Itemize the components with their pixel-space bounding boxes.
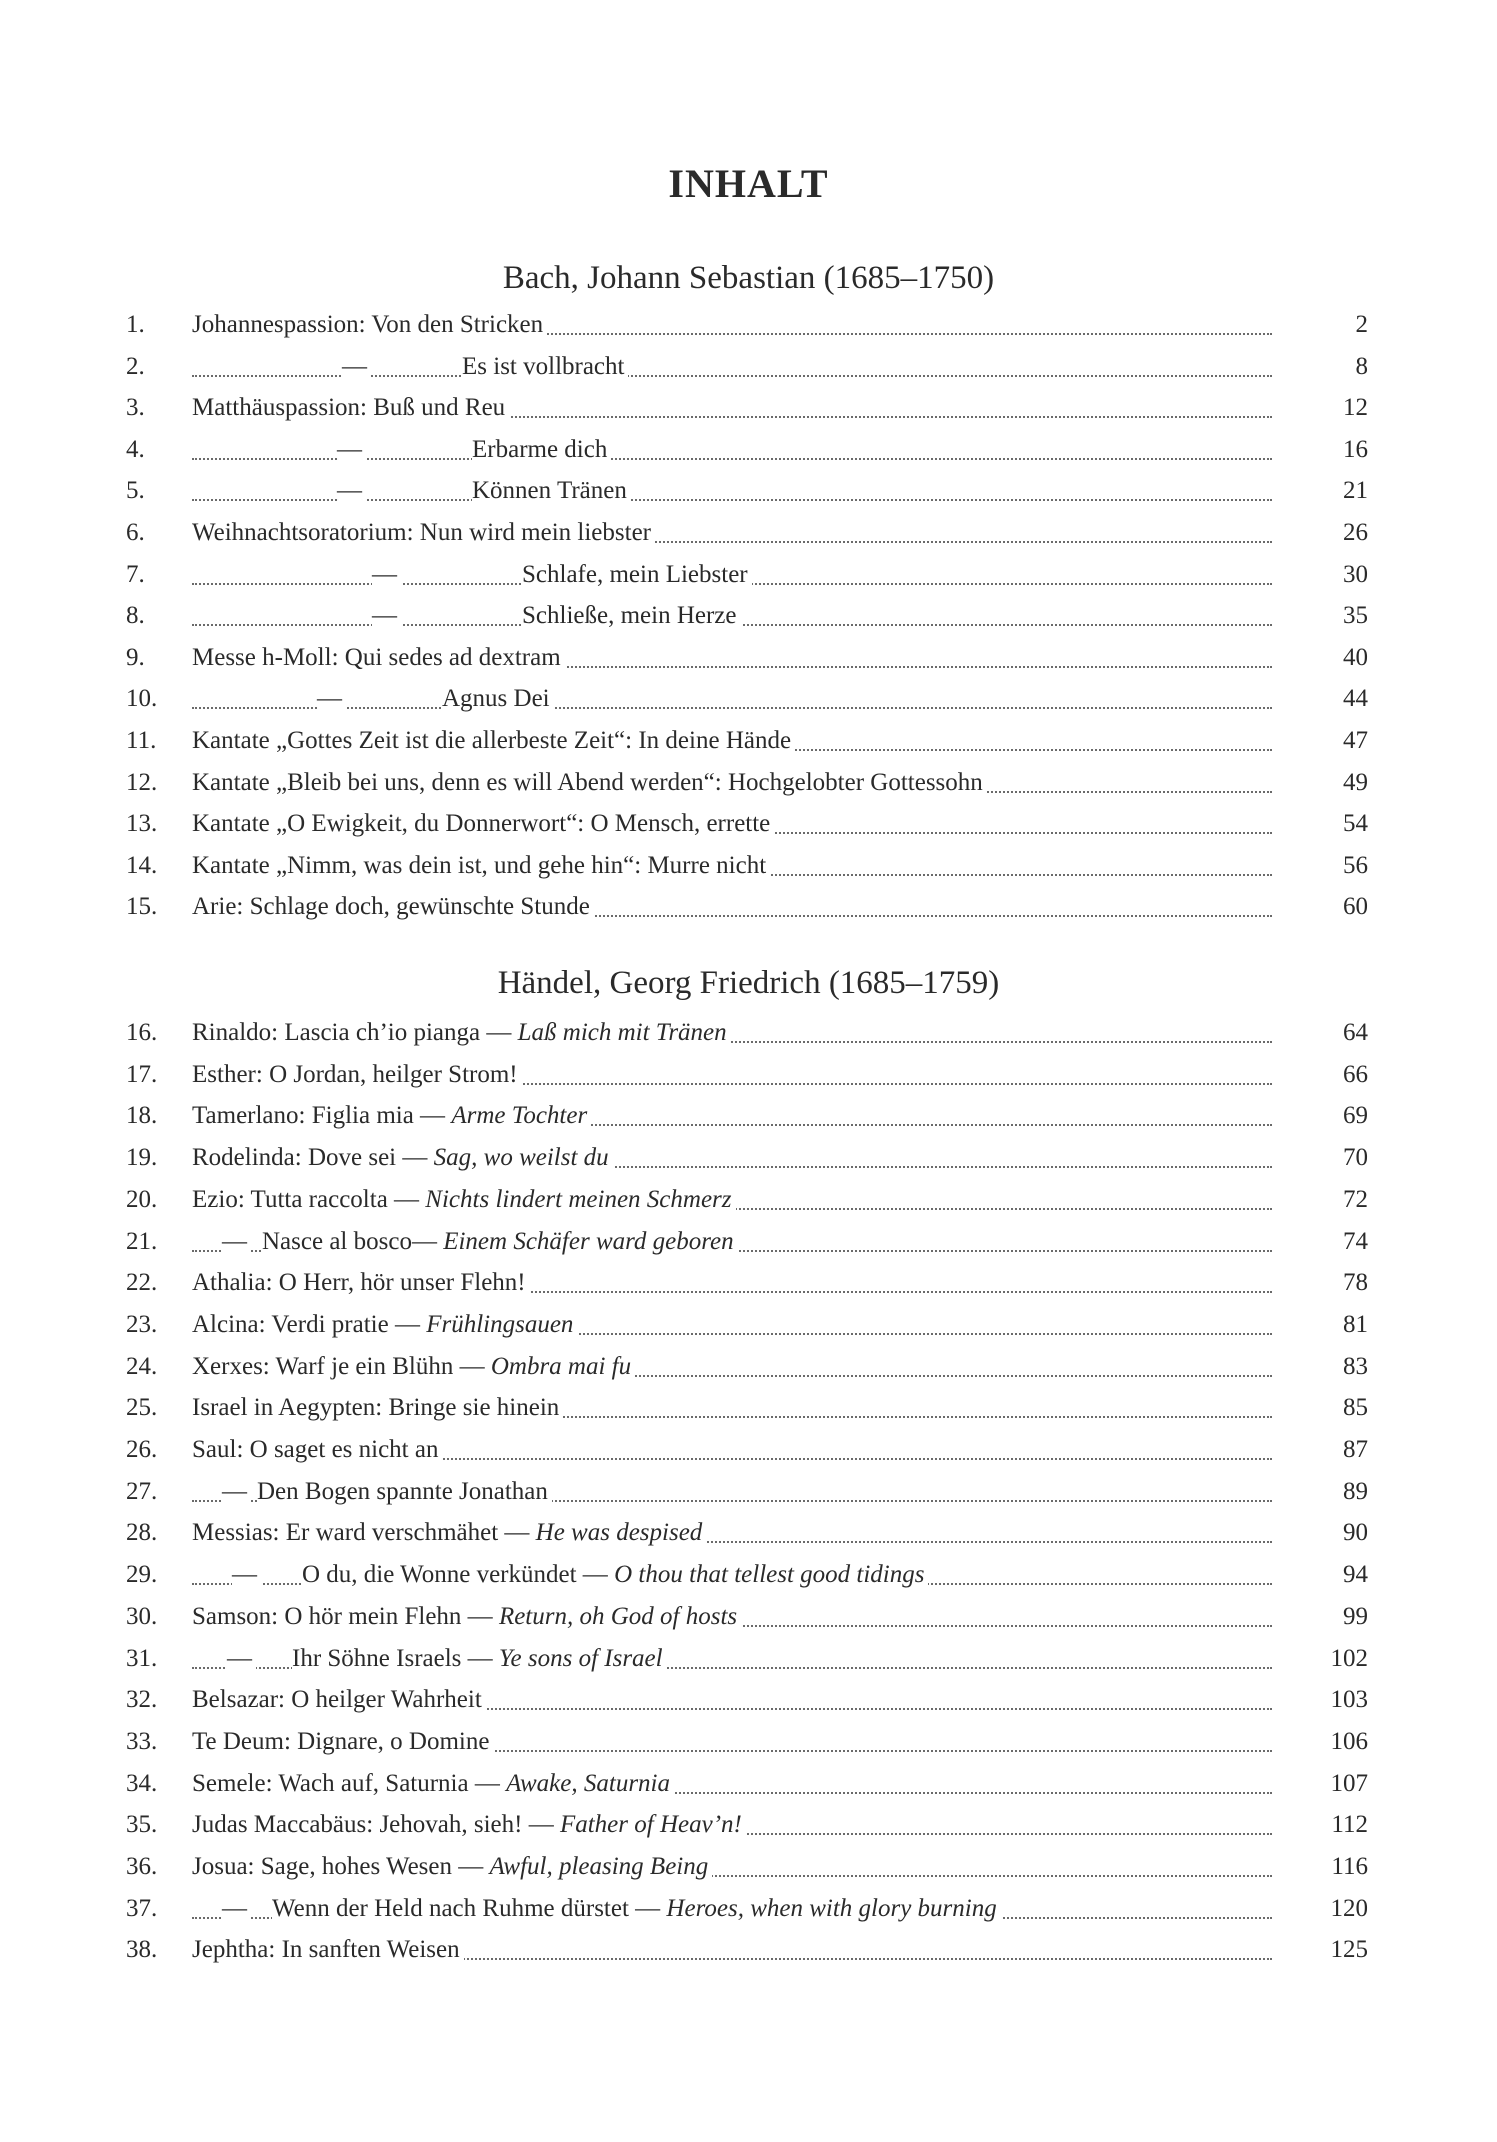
entry-title (192, 1680, 1272, 1720)
entry-number: 28. (126, 1519, 158, 1547)
toc-entry (126, 1096, 1368, 1136)
toc-entry (126, 1055, 1368, 1095)
entry-title (192, 1889, 1272, 1929)
toc-entry (126, 679, 1368, 719)
entry-text: Messe h-Moll: Qui sedes ad dextram (192, 644, 565, 671)
entry-title (192, 1722, 1272, 1762)
toc-entry (126, 1513, 1368, 1553)
entry-title (192, 1555, 1272, 1595)
entry-title (192, 347, 1272, 387)
toc-entry (126, 471, 1368, 511)
entry-translation: Nichts lindert meinen Schmerz (425, 1185, 732, 1213)
ditto-dash: — (232, 1555, 261, 1595)
entry-number: 35. (126, 1811, 158, 1839)
entry-title (192, 1180, 1272, 1220)
entry-text: Den Bogen spannte Jonathan (257, 1472, 552, 1512)
page-number: 72 (1343, 1185, 1368, 1213)
toc-entry (126, 1764, 1368, 1804)
entry-text: Semele: Wach auf, Saturnia — Awake, Saturnia (192, 1770, 674, 1797)
entry-text: Messias: Er ward verschmähet — He was despised (192, 1519, 706, 1546)
entry-number: 10. (126, 685, 158, 713)
page-number: 16 (1343, 435, 1368, 463)
entry-translation: Laß mich mit Tränen (517, 1019, 727, 1046)
entry-number: 13. (126, 810, 158, 838)
page-number: 89 (1343, 1477, 1368, 1505)
entry-title (192, 471, 1272, 511)
entry-number: 23. (126, 1310, 158, 1338)
entry-number: 33. (126, 1727, 158, 1755)
page-number: 78 (1343, 1269, 1368, 1297)
page-number: 49 (1343, 768, 1368, 796)
entry-title (192, 1930, 1272, 1970)
entry-title (192, 638, 1272, 678)
entry-text: Rinaldo: Lascia ch’io pianga — Laß mich mit Tränen (192, 1019, 731, 1046)
ditto-dash: — (342, 347, 371, 387)
entry-text: Können Tränen (472, 471, 631, 511)
entry-number: 15. (126, 893, 158, 921)
entry-text: Arie: Schlage doch, gewünschte Stunde (192, 893, 594, 920)
entry-translation: Awful, pleasing Being (489, 1853, 709, 1880)
entry-text: Kantate „Bleib bei uns, denn es will Abend werden“: Hochgelobter Gottessohn (192, 769, 987, 796)
page-number: 70 (1343, 1144, 1368, 1172)
page-number: 81 (1343, 1310, 1368, 1338)
toc-entry (126, 721, 1368, 761)
toc-entry (126, 638, 1368, 678)
entry-text: Rodelinda: Dove sei — Sag, wo weilst du (192, 1144, 613, 1171)
entry-number: 16. (126, 1019, 158, 1046)
entry-number: 27. (126, 1477, 158, 1505)
entry-number: 24. (126, 1352, 158, 1380)
entry-text: Samson: O hör mein Flehn — Return, oh God of hosts (192, 1603, 741, 1630)
entry-number: 1. (126, 311, 145, 338)
entry-text: Ezio: Tutta raccolta — Nichts lindert meinen Schmerz (192, 1186, 736, 1213)
entry-title (192, 679, 1272, 719)
entry-title (192, 513, 1272, 553)
page-number: 112 (1331, 1811, 1368, 1839)
page-number: 2 (1355, 311, 1368, 338)
entry-title (192, 1388, 1272, 1428)
entry-translation: Sag, wo weilst du (433, 1144, 609, 1172)
page-number: 94 (1343, 1561, 1368, 1589)
entry-number: 17. (126, 1060, 158, 1088)
entry-text: Xerxes: Warf je ein Blühn — Ombra mai fu (192, 1353, 635, 1380)
toc-entry (126, 887, 1368, 927)
page-number: 85 (1343, 1394, 1368, 1422)
entry-number: 30. (126, 1602, 158, 1630)
ditto-dash: — (337, 471, 366, 511)
page-number: 106 (1330, 1727, 1368, 1755)
entry-number: 25. (126, 1394, 158, 1422)
entry-translation: Ye sons of Israel (498, 1644, 663, 1672)
entry-title (192, 430, 1272, 470)
page-number: 8 (1355, 352, 1368, 380)
toc-entry (126, 1180, 1368, 1220)
composer-heading: Bach, Johann Sebastian (1685–1750) (502, 260, 995, 296)
entry-title (192, 721, 1272, 761)
entry-text: Esther: O Jordan, heilger Strom! (192, 1061, 522, 1088)
entry-text: Kantate „Nimm, was dein ist, und gehe hin“: Murre nicht (192, 852, 770, 879)
ditto-dash: — (337, 430, 366, 470)
entry-title (192, 1263, 1272, 1303)
entry-number: 32. (126, 1686, 158, 1714)
entry-title (192, 1055, 1272, 1095)
entry-title (192, 1639, 1272, 1679)
page-number: 102 (1330, 1644, 1368, 1672)
toc-entry (126, 596, 1368, 636)
page-number: 99 (1343, 1602, 1368, 1630)
entry-text: Te Deum: Dignare, o Domine (192, 1728, 493, 1755)
entry-text: Kantate „O Ewigkeit, du Donnerwort“: O Mensch, errette (192, 810, 774, 837)
page-number: 40 (1343, 643, 1368, 671)
toc-entry (126, 1847, 1368, 1887)
page-number: 66 (1343, 1060, 1368, 1088)
entry-text: Saul: O saget es nicht an (192, 1436, 442, 1463)
toc-entry (126, 513, 1368, 553)
entry-title (192, 1597, 1272, 1637)
page-number: 69 (1343, 1102, 1368, 1130)
toc-entry (126, 1472, 1368, 1512)
ditto-dash: — (222, 1889, 251, 1929)
toc-entry (126, 1263, 1368, 1303)
entry-title (192, 1013, 1272, 1053)
entry-number: 6. (126, 519, 145, 546)
entry-text: Alcina: Verdi pratie — Frühlingsauen (192, 1311, 577, 1338)
entry-number: 3. (126, 394, 145, 422)
entry-title (192, 1430, 1272, 1470)
entry-text: O du, die Wonne verkündet — O thou that tellest good tidings (302, 1555, 928, 1595)
page-title: INHALT (668, 161, 829, 206)
entry-title (192, 1805, 1272, 1845)
entry-text: Weihnachtsoratorium: Nun wird mein liebster (192, 519, 655, 546)
toc-entry (126, 1013, 1368, 1053)
entry-translation: Einem Schäfer ward geboren (443, 1227, 734, 1255)
entry-text: Jephtha: In sanften Weisen (192, 1936, 464, 1963)
entry-number: 31. (126, 1644, 158, 1672)
entry-translation: Awake, Saturnia (506, 1769, 670, 1797)
toc-entry (126, 1347, 1368, 1387)
toc-entry (126, 1555, 1368, 1595)
toc-entry (126, 1138, 1368, 1178)
entry-title (192, 1138, 1272, 1178)
toc-entry (126, 430, 1368, 470)
entry-number: 14. (126, 851, 158, 879)
toc-entry (126, 1597, 1368, 1637)
entry-title (192, 887, 1272, 927)
entry-translation: Heroes, when with glory burning (666, 1894, 997, 1922)
page-number: 60 (1343, 893, 1368, 921)
entry-title (192, 804, 1272, 844)
entry-text: Judas Maccabäus: Jehovah, sieh! — Father of Heav’n! (192, 1811, 746, 1838)
toc-entry (126, 1305, 1368, 1345)
entry-number: 18. (126, 1102, 158, 1130)
entry-text: Schlafe, mein Liebster (522, 555, 752, 595)
page-number: 30 (1343, 560, 1368, 588)
entry-translation: He was despised (535, 1519, 703, 1547)
entry-title (192, 846, 1272, 886)
entry-title (192, 1222, 1272, 1262)
page-number: 90 (1343, 1519, 1368, 1547)
page-number: 74 (1343, 1227, 1368, 1255)
entry-number: 38. (126, 1936, 158, 1964)
toc-entry (126, 1388, 1368, 1428)
toc-entry (126, 1930, 1368, 1970)
toc-entry (126, 555, 1368, 595)
entry-text: Tamerlano: Figlia mia — Arme Tochter (192, 1102, 591, 1129)
page-number: 103 (1330, 1686, 1368, 1714)
entry-text: Wenn der Held nach Ruhme dürstet — Heroes, when with glory burning (272, 1889, 1001, 1929)
entry-title (192, 1096, 1272, 1136)
page-number: 83 (1343, 1352, 1368, 1380)
page-number: 12 (1343, 394, 1368, 422)
entry-title (192, 388, 1272, 428)
entry-text: Belsazar: O heilger Wahrheit (192, 1686, 486, 1713)
page-number: 125 (1330, 1936, 1368, 1964)
page-number: 64 (1343, 1019, 1368, 1046)
entry-title (192, 1347, 1272, 1387)
toc-entry (126, 763, 1368, 803)
entry-number: 7. (126, 560, 145, 588)
entry-title (192, 1847, 1272, 1887)
toc-entry (126, 305, 1368, 345)
entry-text: Es ist vollbracht (462, 347, 628, 387)
page-number: 54 (1343, 810, 1368, 838)
ditto-dash: — (222, 1222, 251, 1262)
entry-number: 37. (126, 1894, 158, 1922)
ditto-dash: — (317, 679, 346, 719)
entry-text: Erbarme dich (472, 430, 611, 470)
entry-text: Kantate „Gottes Zeit ist die allerbeste Zeit“: In deine Hände (192, 727, 795, 754)
toc-entry (126, 1805, 1368, 1845)
entry-translation: Ombra mai fu (490, 1352, 632, 1380)
entry-number: 21. (126, 1227, 158, 1255)
entry-number: 11. (126, 727, 157, 754)
entry-title (192, 1764, 1272, 1804)
entry-title (192, 1513, 1272, 1553)
ditto-dash: — (372, 555, 401, 595)
entry-title (192, 305, 1272, 345)
entry-text: Athalia: O Herr, hör unser Flehn! (192, 1269, 530, 1296)
entry-number: 26. (126, 1436, 158, 1463)
entry-translation: Frühlingsauen (426, 1310, 574, 1338)
page-number: 35 (1343, 602, 1368, 630)
entry-number: 12. (126, 768, 158, 796)
entry-text: Israel in Aegypten: Bringe sie hinein (192, 1394, 563, 1421)
entry-translation: Father of Heav’n! (559, 1811, 742, 1839)
toc-entry (126, 1639, 1368, 1679)
ditto-dash: — (222, 1472, 251, 1512)
entry-number: 9. (126, 643, 145, 671)
entry-number: 20. (126, 1185, 158, 1213)
toc-entry (126, 347, 1368, 387)
entry-number: 22. (126, 1269, 158, 1297)
dot-leader (192, 707, 1272, 709)
toc-entry (126, 1722, 1368, 1762)
page-number: 44 (1343, 685, 1368, 713)
entry-translation: Arme Tochter (451, 1102, 588, 1130)
page-number: 56 (1343, 851, 1368, 879)
entry-title (192, 1305, 1272, 1345)
entry-text: Ihr Söhne Israels — Ye sons of Israel (292, 1639, 667, 1679)
entry-number: 36. (126, 1853, 158, 1880)
entry-title (192, 555, 1272, 595)
toc-entry (126, 1889, 1368, 1929)
composer-heading: Händel, Georg Friedrich (1685–1759) (497, 965, 1000, 1001)
entry-number: 2. (126, 352, 145, 380)
entry-text: Matthäuspassion: Buß und Reu (192, 394, 509, 421)
entry-number: 4. (126, 435, 145, 463)
entry-title (192, 1472, 1272, 1512)
page-number: 21 (1343, 477, 1368, 505)
toc-entry (126, 1680, 1368, 1720)
entry-number: 8. (126, 602, 145, 630)
toc-entry (126, 1222, 1368, 1262)
ditto-dash: — (227, 1639, 256, 1679)
entry-number: 5. (126, 477, 145, 505)
entry-number: 34. (126, 1769, 158, 1797)
toc-entry (126, 804, 1368, 844)
page-number: 87 (1343, 1436, 1368, 1463)
page-number: 26 (1343, 519, 1368, 546)
entry-title (192, 763, 1272, 803)
page-number: 107 (1330, 1769, 1368, 1797)
entry-text: Josua: Sage, hohes Wesen — Awful, pleasing Being (192, 1853, 712, 1880)
entry-translation: Return, oh God of hosts (498, 1602, 738, 1630)
toc-entry (126, 1430, 1368, 1470)
entry-title (192, 596, 1272, 636)
toc-entry (126, 388, 1368, 428)
page-number: 120 (1330, 1894, 1368, 1922)
toc-entry (126, 846, 1368, 886)
entry-text: Nasce al bosco— Einem Schäfer ward geboren (262, 1222, 738, 1262)
page-number: 47 (1343, 727, 1368, 754)
entry-text: Johannespassion: Von den Stricken (192, 311, 547, 338)
entry-number: 19. (126, 1144, 158, 1172)
ditto-dash: — (372, 596, 401, 636)
entry-text: Schließe, mein Herze (522, 596, 741, 636)
entry-text: Agnus Dei (442, 679, 554, 719)
entry-translation: O thou that tellest good tidings (614, 1561, 925, 1589)
page-number: 116 (1331, 1853, 1368, 1880)
entry-number: 29. (126, 1561, 158, 1589)
